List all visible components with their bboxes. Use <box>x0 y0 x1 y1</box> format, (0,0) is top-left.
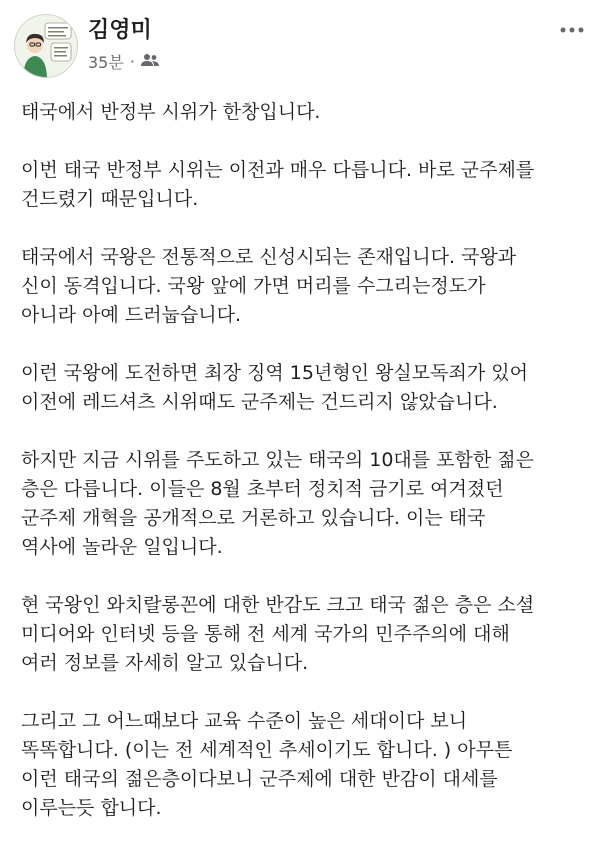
paragraph-6 <box>21 591 591 678</box>
avatar[interactable] <box>14 14 78 78</box>
post-time[interactable]: 35분 <box>88 53 124 72</box>
text-line: 여러 정보를 자세히 알고 있습니다. <box>21 652 309 674</box>
text-line: 역사에 놀라운 일입니다. <box>21 536 223 558</box>
text-line: 이런 태국의 젊은층이다보니 군주제에 대한 반감이 대세를 <box>21 768 498 790</box>
text-line: 하지만 지금 시위를 주도하고 있는 태국의 10대를 포함한 젊은 <box>21 449 534 471</box>
paragraph-7 <box>21 707 591 823</box>
text-line: 현 국왕인 와치랄롱꼰에 대한 반감도 크고 태국 젊은 층은 소셜 <box>21 594 535 616</box>
meta-separator: · <box>129 52 135 71</box>
more-options-button[interactable] <box>552 18 592 42</box>
text-line: 건드렸기 때문입니다. <box>21 188 199 210</box>
author-name[interactable]: 김영미 <box>88 18 152 43</box>
text-line: 이런 국왕에 도전하면 최장 징역 15년형인 왕실모독죄가 있어 <box>21 362 528 384</box>
more-dots-icon <box>560 27 584 33</box>
text-line: 이루는듯 합니다. <box>21 797 162 819</box>
text-line: 아니라 아예 드러눕습니다. <box>21 304 242 326</box>
post-text <box>21 98 591 852</box>
paragraph-2 <box>21 156 591 214</box>
post-header <box>0 0 600 90</box>
text-line: 태국에서 국왕은 전통적으로 신성시되는 존재입니다. 국왕과 <box>21 246 517 268</box>
paragraph-1 <box>21 98 591 127</box>
text-line: 이전에 레드셔츠 시위때도 군주제는 건드리지 않았습니다. <box>21 391 498 413</box>
paragraph-5 <box>21 446 591 562</box>
text-line: 신이 동격입니다. 국왕 앞에 가면 머리를 수그리는정도가 <box>21 275 486 297</box>
text-line: 태국에서 반정부 시위가 한창입니다. <box>21 101 321 123</box>
paragraph-4 <box>21 359 591 417</box>
text-line: 이번 태국 반정부 시위는 이전과 매우 다릅니다. 바로 군주제를 <box>21 159 535 181</box>
paragraph-3 <box>21 243 591 330</box>
text-line: 그리고 그 어느때보다 교육 수준이 높은 세대이다 보니 <box>21 710 468 732</box>
text-line: 미디어와 인터넷 등을 통해 전 세계 국가의 민주주의에 대해 <box>21 623 510 645</box>
friends-icon[interactable] <box>141 52 159 71</box>
post-meta <box>88 50 159 73</box>
text-line: 똑똑합니다. (이는 전 세계적인 추세이기도 합니다. ) 아무튼 <box>21 739 513 761</box>
text-line: 군주제 개혁을 공개적으로 거론하고 있습니다. 이는 태국 <box>21 507 486 529</box>
text-line: 층은 다릅니다. 이들은 8월 초부터 정치적 금기로 여겨졌던 <box>21 478 504 500</box>
avatar-illustration <box>15 15 77 77</box>
